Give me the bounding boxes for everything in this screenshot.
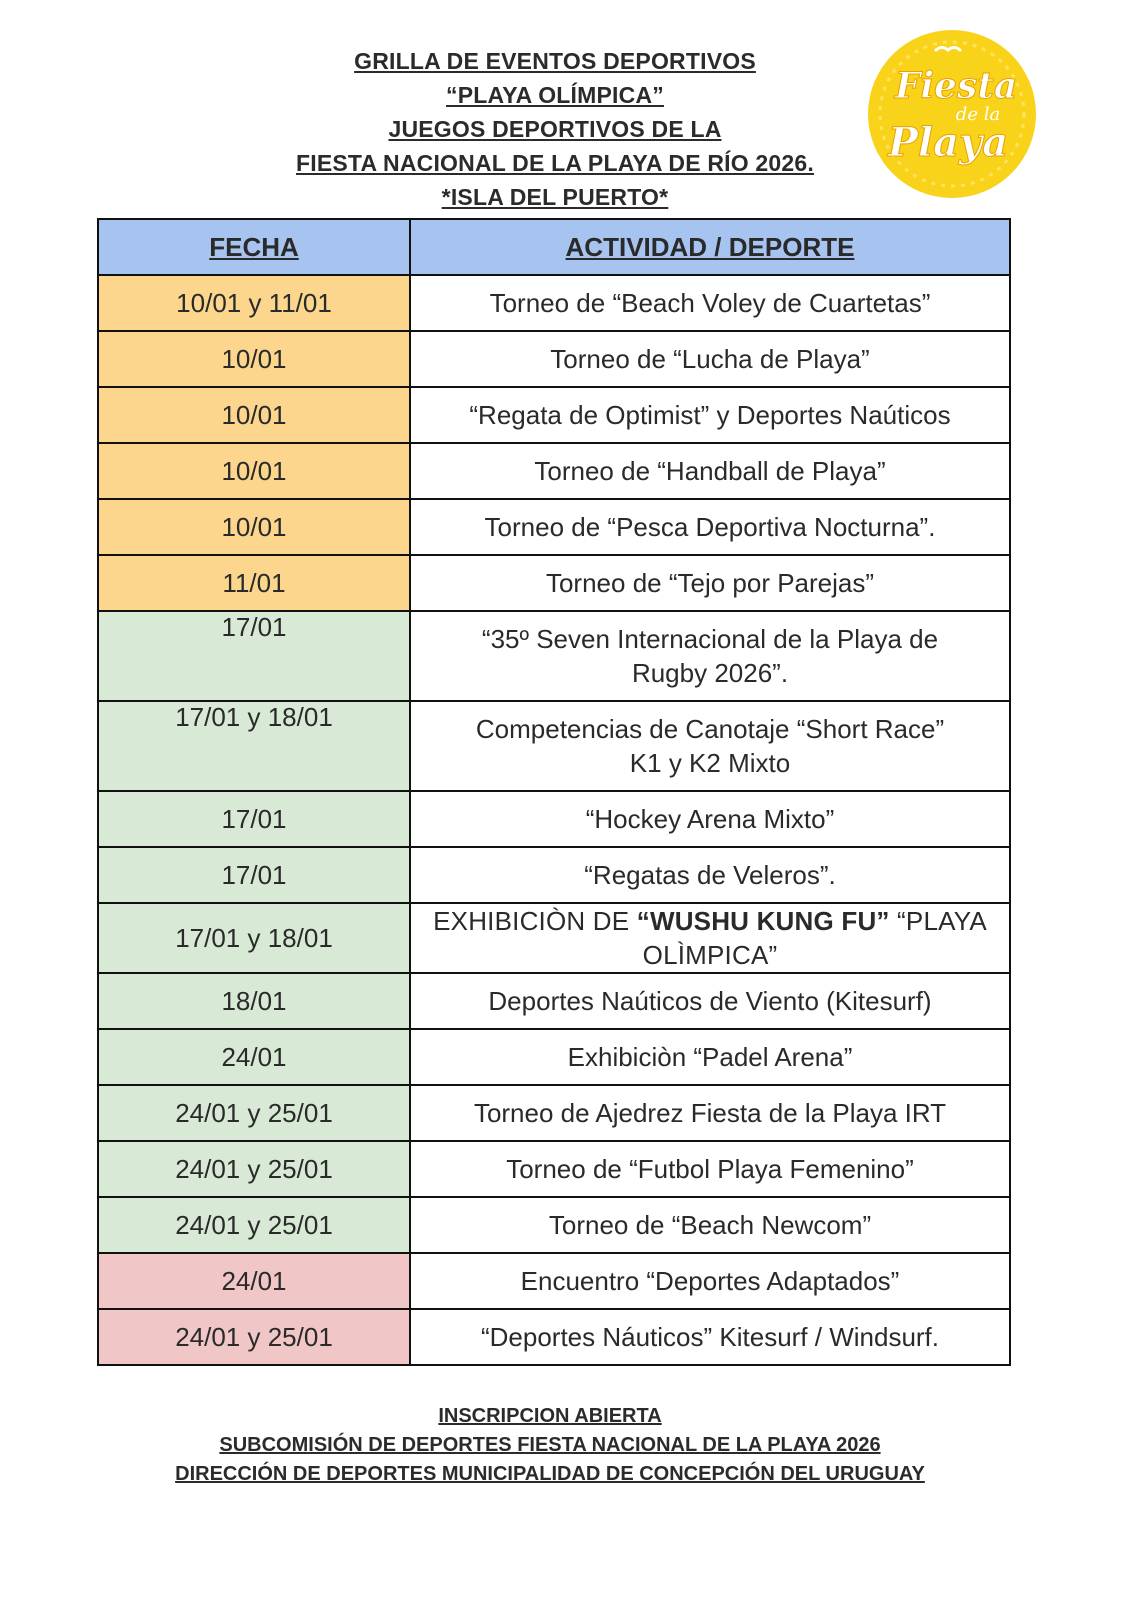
table-row	[98, 791, 1010, 847]
header-fecha: FECHA	[98, 219, 410, 275]
row-date: 24/01 y 25/01	[98, 1309, 410, 1365]
row-date: 10/01	[98, 387, 410, 443]
row-activity: Torneo de Ajedrez Fiesta de la Playa IRT	[410, 1085, 1010, 1141]
activity-part-1: EXHIBICIÒN DE	[433, 906, 637, 936]
title-line-3: JUEGOS DEPORTIVOS DE LA	[388, 116, 722, 142]
row-activity	[410, 611, 1010, 701]
row-activity-line-2: Rugby 2026”.	[631, 658, 789, 688]
row-activity	[410, 701, 1010, 791]
table-row	[98, 331, 1010, 387]
row-date: 10/01 y 11/01	[98, 275, 410, 331]
table-row	[98, 1253, 1010, 1309]
row-date: 24/01 y 25/01	[98, 1141, 410, 1197]
row-date: 18/01	[98, 973, 410, 1029]
row-activity: Deportes Naúticos de Viento (Kitesurf)	[410, 973, 1010, 1029]
table-row	[98, 499, 1010, 555]
table-row	[98, 555, 1010, 611]
events-table	[97, 218, 1011, 1366]
row-activity: Torneo de “Tejo por Parejas”	[410, 555, 1010, 611]
row-activity: Torneo de “Lucha de Playa”	[410, 331, 1010, 387]
fiesta-de-la-playa-logo	[866, 28, 1038, 200]
table-header-row	[98, 219, 1010, 275]
row-activity: Torneo de “Pesca Deportiva Nocturna”.	[410, 499, 1010, 555]
row-date: 24/01 y 25/01	[98, 1085, 410, 1141]
table-row	[98, 847, 1010, 903]
title-line-1: GRILLA DE EVENTOS DEPORTIVOS	[354, 48, 756, 74]
table-row	[98, 611, 1010, 701]
row-activity: Encuentro “Deportes Adaptados”	[410, 1253, 1010, 1309]
row-date: 17/01	[98, 847, 410, 903]
logo-text-fiesta: Fiesta	[894, 65, 1018, 107]
title-line-2: “PLAYA OLÍMPICA”	[446, 82, 664, 108]
row-activity: Torneo de “Beach Voley de Cuartetas”	[410, 275, 1010, 331]
row-date: 17/01	[98, 611, 410, 701]
row-date: 17/01	[98, 791, 410, 847]
table-row	[98, 1309, 1010, 1365]
row-activity: “Hockey Arena Mixto”	[410, 791, 1010, 847]
row-activity: Exhibiciòn “Padel Arena”	[410, 1029, 1010, 1085]
table-row	[98, 1141, 1010, 1197]
table-row	[98, 1197, 1010, 1253]
table-row	[98, 903, 1010, 973]
row-activity: Torneo de “Handball de Playa”	[410, 443, 1010, 499]
footer-notes	[100, 1402, 1000, 1489]
row-date: 17/01 y 18/01	[98, 903, 410, 973]
footer-line-2: SUBCOMISIÓN DE DEPORTES FIESTA NACIONAL DE LA PLAYA 2026	[219, 1434, 881, 1456]
title-line-4: FIESTA NACIONAL DE LA PLAYA DE RÍO 2026.	[296, 150, 814, 176]
table-row	[98, 387, 1010, 443]
row-activity: Torneo de “Beach Newcom”	[410, 1197, 1010, 1253]
footer-line-3: DIRECCIÓN DE DEPORTES MUNICIPALIDAD DE CONCEPCIÓN DEL URUGUAY	[175, 1463, 925, 1485]
row-activity: “Regata de Optimist” y Deportes Naúticos	[410, 387, 1010, 443]
table-row	[98, 973, 1010, 1029]
activity-part-3: “PLAYA OLÌMPICA”	[642, 906, 987, 970]
row-date: 24/01	[98, 1253, 410, 1309]
table-row	[98, 275, 1010, 331]
logo-text-de-la: de la	[955, 104, 1001, 125]
footer-line-1: INSCRIPCION ABIERTA	[438, 1405, 662, 1427]
row-date: 24/01	[98, 1029, 410, 1085]
row-date: 10/01	[98, 331, 410, 387]
activity-part-2: “WUSHU KUNG FU”	[636, 906, 890, 936]
row-date: 10/01	[98, 499, 410, 555]
logo-text-playa: Playa	[887, 119, 1009, 166]
row-activity-line-1: Competencias de Canotaje “Short Race”	[475, 714, 945, 744]
row-activity: “Deportes Náuticos” Kitesurf / Windsurf.	[410, 1309, 1010, 1365]
header-actividad: ACTIVIDAD / DEPORTE	[410, 219, 1010, 275]
row-date: 11/01	[98, 555, 410, 611]
row-activity	[410, 903, 1010, 973]
row-date: 10/01	[98, 443, 410, 499]
row-date: 17/01 y 18/01	[98, 701, 410, 791]
row-activity: Torneo de “Futbol Playa Femenino”	[410, 1141, 1010, 1197]
row-activity-line-1: “35º Seven Internacional de la Playa de	[481, 624, 939, 654]
table-row	[98, 443, 1010, 499]
row-date: 24/01 y 25/01	[98, 1197, 410, 1253]
table-row	[98, 1085, 1010, 1141]
table-row	[98, 1029, 1010, 1085]
title-line-5: *ISLA DEL PUERTO*	[441, 184, 669, 210]
row-activity: “Regatas de Veleros”.	[410, 847, 1010, 903]
row-activity-line-2: K1 y K2 Mixto	[629, 748, 791, 778]
document-title	[160, 44, 950, 214]
table-row	[98, 701, 1010, 791]
